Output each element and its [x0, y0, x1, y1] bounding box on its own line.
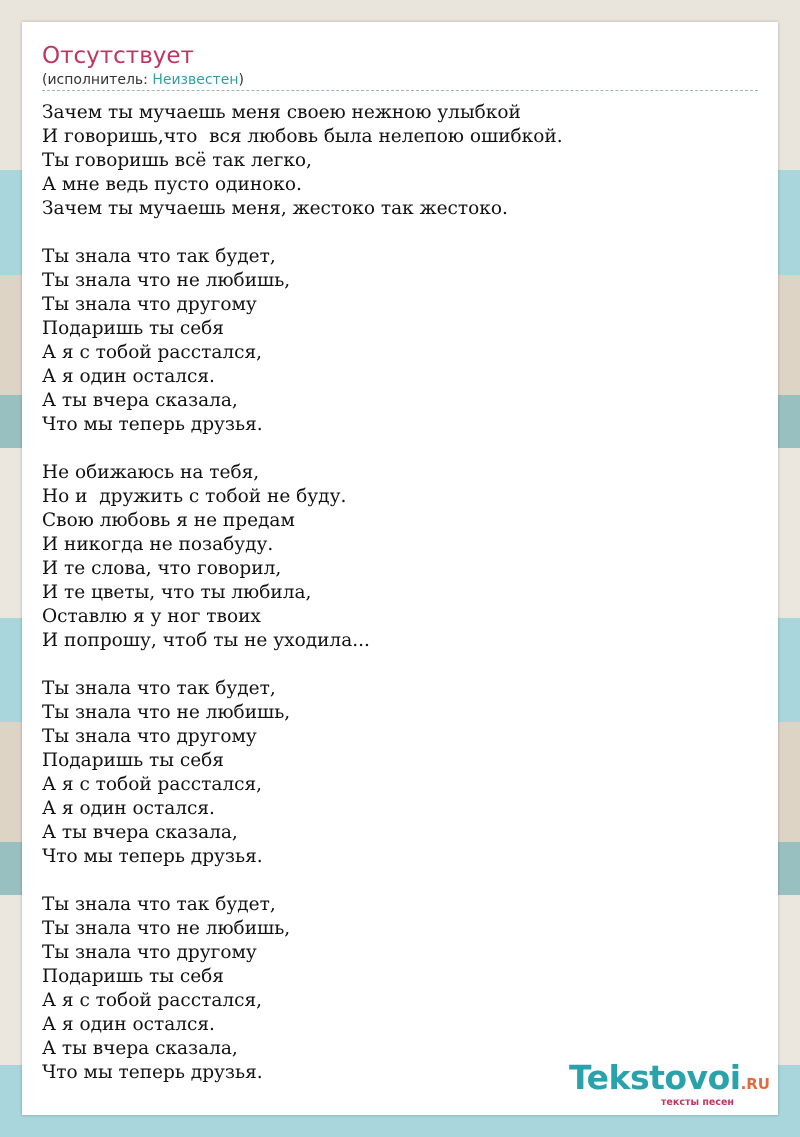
lyric-line: Ты знала что не любишь,	[42, 702, 291, 723]
lyric-line: А ты вчера сказала,	[42, 822, 238, 843]
lyric-line: Ты знала что другому	[42, 942, 257, 963]
lyric-line: А я с тобой расстался,	[42, 990, 263, 1011]
logo-tagline: тексты песен	[660, 1097, 734, 1108]
lyric-line: И никогда не позабуду.	[42, 534, 274, 555]
lyric-line: Что мы теперь друзья.	[42, 846, 263, 867]
logo-tld: .RU	[740, 1075, 770, 1093]
lyric-line: А ты вчера сказала,	[42, 390, 238, 411]
lyric-line: А мне ведь пусто одиноко.	[42, 174, 302, 195]
lyrics-body	[42, 101, 758, 1109]
lyric-line: И те слова, что говорил,	[42, 558, 282, 579]
lyric-line: И попрошу, чтоб ты не уходила...	[42, 630, 370, 651]
artist-suffix: )	[238, 72, 244, 88]
artist-link[interactable]: Неизвестен	[152, 72, 239, 88]
lyric-line: И говоришь,что вся любовь была нелепою ошибкой.	[42, 126, 563, 147]
lyrics-stanza	[42, 245, 758, 437]
lyrics-stanza	[42, 893, 758, 1085]
lyric-line: Зачем ты мучаешь меня, жестоко так жестоко.	[42, 198, 508, 219]
lyric-line: Ты знала что так будет,	[42, 894, 276, 915]
site-logo[interactable]	[569, 1058, 770, 1109]
lyric-line: Ты знала что другому	[42, 726, 257, 747]
lyric-line: Ты знала что другому	[42, 294, 257, 315]
logo-text: Tekstovoi	[569, 1058, 741, 1097]
lyric-line: Подаришь ты себя	[42, 966, 224, 987]
lyric-line: Подаришь ты себя	[42, 318, 224, 339]
lyric-line: Но и дружить с тобой не буду.	[42, 486, 347, 507]
lyrics-stanza	[42, 461, 758, 653]
lyric-line: Свою любовь я не предам	[42, 510, 295, 531]
lyric-line: И те цветы, что ты любила,	[42, 582, 312, 603]
lyric-line: А я с тобой расстался,	[42, 774, 263, 795]
lyric-line: А ты вчера сказала,	[42, 1038, 238, 1059]
dashed-divider	[42, 90, 758, 91]
lyrics-stanza	[42, 101, 758, 221]
lyric-line: Ты говоришь всё так легко,	[42, 150, 312, 171]
lyric-line: Ты знала что так будет,	[42, 246, 276, 267]
song-title: Отсутствует	[42, 43, 194, 69]
lyric-line: Что мы теперь друзья.	[42, 1062, 263, 1083]
lyric-line: А я один остался.	[42, 366, 215, 387]
lyric-line: Что мы теперь друзья.	[42, 414, 263, 435]
lyrics-sheet	[22, 22, 778, 1115]
lyric-line: Зачем ты мучаешь меня своею нежною улыбкой	[42, 102, 521, 123]
lyric-line: Оставлю я у ног твоих	[42, 606, 261, 627]
lyric-line: Подаришь ты себя	[42, 750, 224, 771]
lyric-line: А я один остался.	[42, 1014, 215, 1035]
lyric-line: Не обижаюсь на тебя,	[42, 462, 260, 483]
lyric-line: Ты знала что так будет,	[42, 678, 276, 699]
lyric-line: А я с тобой расстался,	[42, 342, 263, 363]
lyric-line: Ты знала что не любишь,	[42, 918, 291, 939]
artist-prefix: (исполнитель:	[42, 72, 153, 88]
lyric-line: А я один остался.	[42, 798, 215, 819]
artist-line	[42, 71, 244, 89]
lyrics-stanza	[42, 677, 758, 869]
lyric-line: Ты знала что не любишь,	[42, 270, 291, 291]
